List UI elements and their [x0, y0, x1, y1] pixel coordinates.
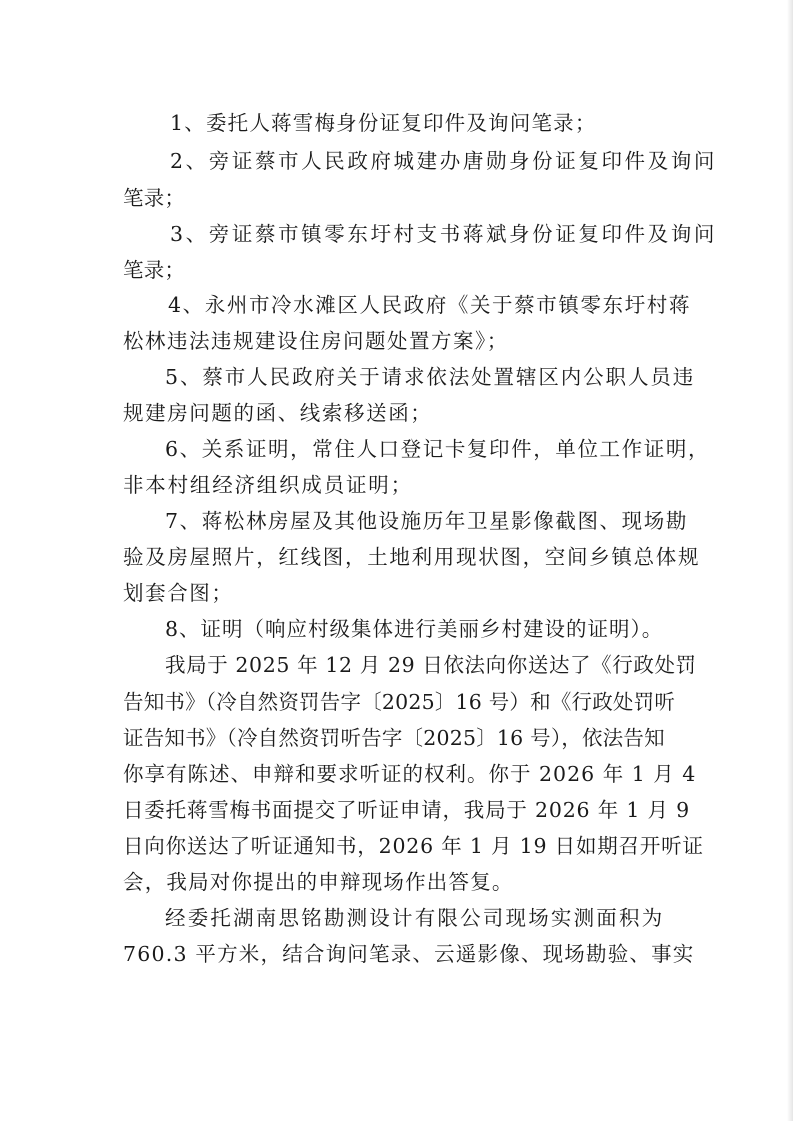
paragraph-survey-line: 760.3 平方米，结合询问笔录、云遥影像、现场勘验、事实 [123, 942, 695, 966]
paragraph-notice-line: 日委托蒋雪梅书面提交了听证申请，我局于 2026 年 1 月 9 [123, 798, 690, 822]
attachment-item-6: 6、关系证明，常住人口登记卡复印件，单位工作证明， [165, 437, 711, 461]
paragraph-notice-line: 你享有陈述、申辩和要求听证的权利。你于 2026 年 1 月 4 [123, 762, 697, 786]
page-edge-shadow [787, 0, 793, 1121]
attachment-item-7-continued-2: 划套合图； [123, 581, 234, 605]
paragraph-notice-line: 证告知书》（冷自然资罚听告字〔2025〕16 号），依法告知 [123, 726, 665, 750]
attachment-item-4-continued: 松林违法违规建设住房问题处置方案》； [123, 329, 509, 353]
paragraph-notice-line: 日向你送达了听证通知书，2026 年 1 月 19 日如期召开听证 [123, 834, 704, 858]
attachment-item-4: 4、永州市冷水滩区人民政府《关于蔡市镇零东圩村蒋 [168, 293, 691, 317]
attachment-item-1: 1、委托人蒋雪梅身份证复印件及询问笔录； [170, 111, 597, 135]
paragraph-survey-line: 经委托湖南思铭勘测设计有限公司现场实测面积为 [165, 906, 665, 930]
attachment-item-7: 7、蒋松林房屋及其他设施历年卫星影像截图、现场勘 [165, 509, 688, 533]
paragraph-notice-line: 告知书》（冷自然资罚告字〔2025〕16 号）和《行政处罚听 [123, 690, 676, 714]
paragraph-notice-line: 我局于 2025 年 12 月 29 日依法向你送达了《行政处罚 [165, 653, 697, 677]
attachment-item-5: 5、蔡市人民政府关于请求依法处置辖区内公职人员违 [165, 365, 696, 389]
attachment-item-3-continued: 笔录； [123, 258, 186, 282]
paragraph-notice-line: 会，我局对你提出的申辩现场作出答复。 [123, 870, 514, 894]
attachment-item-2: 2、旁证蔡市人民政府城建办唐勋身份证复印件及询问 [170, 149, 717, 173]
attachment-item-2-continued: 笔录； [123, 186, 186, 210]
attachment-item-3: 3、旁证蔡市镇零东圩村支书蒋斌身份证复印件及询问 [170, 222, 717, 246]
attachment-item-7-continued: 验及房屋照片，红线图，土地利用现状图，空间乡镇总体规 [123, 545, 701, 569]
attachment-item-8: 8、证明（响应村级集体进行美丽乡村建设的证明）。 [165, 617, 664, 641]
attachment-item-5-continued: 规建房问题的函、线索移送函； [123, 401, 433, 425]
attachment-item-6-continued: 非本村组经济组织成员证明； [123, 473, 413, 497]
